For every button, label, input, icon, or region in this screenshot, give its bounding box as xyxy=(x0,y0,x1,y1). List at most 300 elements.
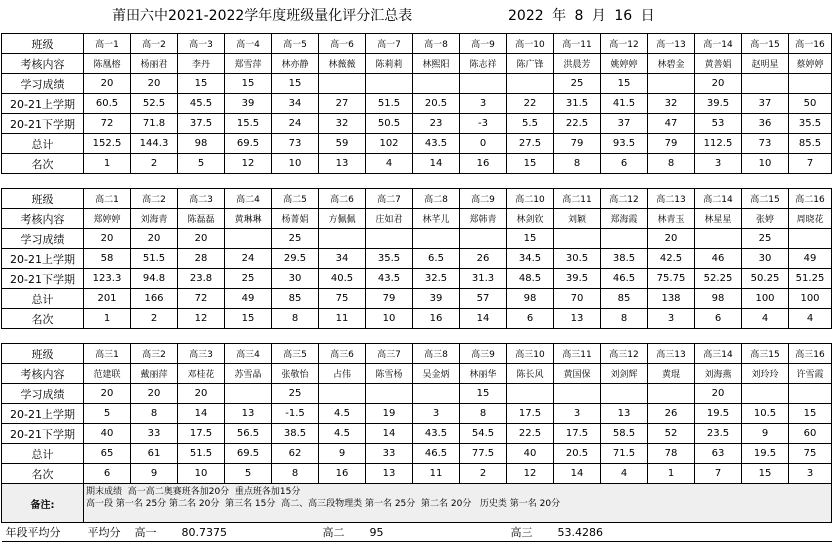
table-cell: 24 xyxy=(272,114,319,134)
table-cell: 高一8 xyxy=(413,34,460,54)
table-cell: 陈凰榕 xyxy=(84,54,131,74)
table-cell: 10 xyxy=(272,154,319,174)
average-row xyxy=(2,523,832,542)
table-cell: 5.5 xyxy=(507,114,554,134)
table-cell: 12 xyxy=(507,464,554,484)
empty-cell xyxy=(272,523,319,542)
table-cell: 8 xyxy=(601,309,648,329)
class-row xyxy=(2,34,832,54)
table-cell: 45.5 xyxy=(178,94,225,114)
table-cell: 10 xyxy=(742,154,789,174)
table-cell: 24 xyxy=(225,249,272,269)
table-cell: 40 xyxy=(507,444,554,464)
table-cell: 8 xyxy=(272,464,319,484)
table-cell: 53 xyxy=(695,114,742,134)
table-cell: 林星星 xyxy=(695,209,742,229)
table-cell: 6 xyxy=(695,309,742,329)
table-cell: 郑婷婷 xyxy=(84,209,131,229)
table-cell: 39.5 xyxy=(695,94,742,114)
table-cell: 许雪霞 xyxy=(789,364,832,384)
table-cell: 152.5 xyxy=(84,134,131,154)
study-row xyxy=(2,74,832,94)
table-cell: 102 xyxy=(366,134,413,154)
table-cell: 5 xyxy=(178,154,225,174)
table-cell xyxy=(554,229,601,249)
rank-row xyxy=(2,309,832,329)
table-cell: 4 xyxy=(742,309,789,329)
table-cell: 4 xyxy=(601,464,648,484)
table-cell: 25 xyxy=(272,229,319,249)
table-cell: 16 xyxy=(413,309,460,329)
table-cell xyxy=(366,384,413,404)
table-cell: 48.5 xyxy=(507,269,554,289)
table-cell: 高二16 xyxy=(789,189,832,209)
study-row xyxy=(2,229,832,249)
table-cell: 50.5 xyxy=(366,114,413,134)
table-cell: 林熙阳 xyxy=(413,54,460,74)
table-cell: 7 xyxy=(695,464,742,484)
table-cell: 32 xyxy=(319,114,366,134)
average-cell: 高一 xyxy=(131,523,178,542)
table-cell: 陈长风 xyxy=(507,364,554,384)
empty-cell xyxy=(648,523,832,542)
table-cell: 高三1 xyxy=(84,344,131,364)
table-cell: 94.8 xyxy=(131,269,178,289)
score-table xyxy=(1,33,832,542)
table-cell: 10 xyxy=(366,309,413,329)
table-cell: 5 xyxy=(84,404,131,424)
table-cell: 占伟 xyxy=(319,364,366,384)
term2-row xyxy=(2,269,832,289)
table-cell: 20 xyxy=(695,384,742,404)
table-cell: 张婷 xyxy=(742,209,789,229)
table-cell: 8 xyxy=(554,154,601,174)
table-cell: 144.3 xyxy=(131,134,178,154)
table-cell: 51.5 xyxy=(366,94,413,114)
table-cell: 高一5 xyxy=(272,34,319,54)
row-label: 名次 xyxy=(2,154,84,174)
table-cell: 27 xyxy=(319,94,366,114)
table-cell: 高二15 xyxy=(742,189,789,209)
class-row xyxy=(2,189,832,209)
table-cell: 高二8 xyxy=(413,189,460,209)
table-cell: 13 xyxy=(554,309,601,329)
row-label: 班级 xyxy=(2,344,84,364)
table-cell: 12 xyxy=(178,309,225,329)
table-cell: 高二4 xyxy=(225,189,272,209)
table-cell: 方佩佩 xyxy=(319,209,366,229)
term1-row xyxy=(2,94,832,114)
table-cell: 刘海青 xyxy=(131,209,178,229)
table-cell: 20 xyxy=(131,384,178,404)
table-cell: 15 xyxy=(507,229,554,249)
table-cell: 15 xyxy=(742,464,789,484)
table-cell: 高三7 xyxy=(366,344,413,364)
table-cell: 林碧金 xyxy=(648,54,695,74)
table-cell: 高三11 xyxy=(554,344,601,364)
row-label: 20-21上学期 xyxy=(2,249,84,269)
table-cell: 20.5 xyxy=(413,94,460,114)
table-cell: 杨丽君 xyxy=(131,54,178,74)
table-cell: 20 xyxy=(648,229,695,249)
table-cell: 2 xyxy=(460,464,507,484)
note-line: 期末成绩 高一高二奥赛班各加20分 重点班各加15分 xyxy=(86,487,301,497)
table-cell: 16 xyxy=(319,464,366,484)
note-row xyxy=(2,484,832,523)
table-cell: 高三9 xyxy=(460,344,507,364)
table-cell: 10.5 xyxy=(742,404,789,424)
table-cell: 林芊儿 xyxy=(413,209,460,229)
table-cell: 高二2 xyxy=(131,189,178,209)
table-cell: 34 xyxy=(272,94,319,114)
table-cell: 20 xyxy=(131,229,178,249)
table-cell: 高三3 xyxy=(178,344,225,364)
table-cell: 39.5 xyxy=(554,269,601,289)
table-cell: 39 xyxy=(413,289,460,309)
term2-row xyxy=(2,424,832,444)
table-cell: 6 xyxy=(84,464,131,484)
table-cell: 高一15 xyxy=(742,34,789,54)
table-cell xyxy=(742,384,789,404)
table-cell xyxy=(742,74,789,94)
table-cell: 高二11 xyxy=(554,189,601,209)
empty-cell xyxy=(460,523,507,542)
table-cell: 蔡婷婷 xyxy=(789,54,832,74)
table-cell: 46 xyxy=(695,249,742,269)
table-cell: 39 xyxy=(225,94,272,114)
table-cell: 33 xyxy=(131,424,178,444)
table-cell: 苏雪晶 xyxy=(225,364,272,384)
table-cell: 43.5 xyxy=(366,269,413,289)
average-cell: 平均分 xyxy=(84,523,131,542)
table-cell: 杨菁娟 xyxy=(272,209,319,229)
rank-row xyxy=(2,464,832,484)
table-cell: 46.5 xyxy=(413,444,460,464)
table-cell: 30 xyxy=(272,269,319,289)
table-cell: 高一2 xyxy=(131,34,178,54)
table-cell: 35.5 xyxy=(366,249,413,269)
table-cell: 79 xyxy=(554,134,601,154)
table-cell: 高三15 xyxy=(742,344,789,364)
table-cell: 20 xyxy=(695,74,742,94)
table-cell: 49 xyxy=(789,249,832,269)
table-cell: 63 xyxy=(695,444,742,464)
row-label: 总计 xyxy=(2,289,84,309)
table-cell: 刘海燕 xyxy=(695,364,742,384)
school-title: 莆田六中2021-2022学年度班级量化评分汇总表 xyxy=(112,8,413,24)
table-cell: 高二7 xyxy=(366,189,413,209)
table-cell: 8 xyxy=(460,404,507,424)
table-cell: 35.5 xyxy=(789,114,832,134)
row-label: 考核内容 xyxy=(2,209,84,229)
table-cell: 0 xyxy=(460,134,507,154)
table-cell: 71.8 xyxy=(131,114,178,134)
average-cell: 95 xyxy=(366,523,460,542)
row-label: 总计 xyxy=(2,134,84,154)
table-cell: 高二12 xyxy=(601,189,648,209)
table-cell: 8 xyxy=(648,154,695,174)
table-cell: 23.5 xyxy=(695,424,742,444)
table-cell: 陈志祥 xyxy=(460,54,507,74)
table-cell: 9 xyxy=(131,464,178,484)
table-cell: 61 xyxy=(131,444,178,464)
table-cell xyxy=(789,384,832,404)
rank-row xyxy=(2,154,832,174)
table-cell: 31.3 xyxy=(460,269,507,289)
table-cell: 40.5 xyxy=(319,269,366,289)
table-cell: 112.5 xyxy=(695,134,742,154)
table-cell: 3 xyxy=(460,94,507,114)
table-cell: 138 xyxy=(648,289,695,309)
table-cell: 陈广锋 xyxy=(507,54,554,74)
table-cell: 70 xyxy=(554,289,601,309)
table-cell: 黄国保 xyxy=(554,364,601,384)
table-cell: 31.5 xyxy=(554,94,601,114)
table-cell xyxy=(460,74,507,94)
table-cell: 高一6 xyxy=(319,34,366,54)
table-cell: 高二13 xyxy=(648,189,695,209)
table-cell: 高二14 xyxy=(695,189,742,209)
table-cell: 周晓花 xyxy=(789,209,832,229)
table-cell: 93.5 xyxy=(601,134,648,154)
table-cell: 71.5 xyxy=(601,444,648,464)
table-cell xyxy=(225,384,272,404)
table-cell: 高一10 xyxy=(507,34,554,54)
table-cell xyxy=(507,74,554,94)
table-cell: 陈莉莉 xyxy=(366,54,413,74)
table-cell xyxy=(366,74,413,94)
table-cell: 201 xyxy=(84,289,131,309)
row-label: 班级 xyxy=(2,34,84,54)
table-cell: 范建联 xyxy=(84,364,131,384)
table-cell: 高一16 xyxy=(789,34,832,54)
table-cell: 38.5 xyxy=(601,249,648,269)
table-cell: 高一11 xyxy=(554,34,601,54)
section-gap xyxy=(2,329,832,344)
table-cell: 5 xyxy=(225,464,272,484)
table-cell: 3 xyxy=(413,404,460,424)
table-cell: 3 xyxy=(695,154,742,174)
table-cell: 37 xyxy=(742,94,789,114)
table-cell: 166 xyxy=(131,289,178,309)
table-cell: 高一4 xyxy=(225,34,272,54)
table-cell: 6 xyxy=(507,309,554,329)
table-cell: 50.25 xyxy=(742,269,789,289)
table-cell: 19.5 xyxy=(695,404,742,424)
table-cell: 高三6 xyxy=(319,344,366,364)
table-cell: 65 xyxy=(84,444,131,464)
table-cell: 20 xyxy=(84,384,131,404)
table-cell: 51.25 xyxy=(789,269,832,289)
table-cell: 高二5 xyxy=(272,189,319,209)
table-cell: 77.5 xyxy=(460,444,507,464)
table-cell: 69.5 xyxy=(225,134,272,154)
row-label: 20-21下学期 xyxy=(2,269,84,289)
table-cell: 75 xyxy=(789,444,832,464)
section-gap xyxy=(2,174,832,189)
table-cell xyxy=(789,229,832,249)
table-cell: 1 xyxy=(648,464,695,484)
table-cell: 郑雪萍 xyxy=(225,54,272,74)
table-cell: 13 xyxy=(319,154,366,174)
table-cell: 高一3 xyxy=(178,34,225,54)
table-cell: 15 xyxy=(272,74,319,94)
table-cell: 黄善娟 xyxy=(695,54,742,74)
table-cell: 10 xyxy=(178,464,225,484)
table-cell: 33 xyxy=(366,444,413,464)
page-title xyxy=(0,0,800,33)
row-label: 20-21上学期 xyxy=(2,404,84,424)
table-cell xyxy=(460,229,507,249)
table-cell: 75.75 xyxy=(648,269,695,289)
row-label: 考核内容 xyxy=(2,364,84,384)
average-cell: 高二 xyxy=(319,523,366,542)
table-cell xyxy=(601,384,648,404)
table-cell: 19.5 xyxy=(742,444,789,464)
average-cell: 年段平均分 xyxy=(2,523,84,542)
table-cell: 22 xyxy=(507,94,554,114)
term1-row xyxy=(2,404,832,424)
table-cell: 40 xyxy=(84,424,131,444)
table-cell: 14 xyxy=(460,309,507,329)
table-cell: 3 xyxy=(648,309,695,329)
table-cell: 9 xyxy=(742,424,789,444)
table-cell: 黄琨 xyxy=(648,364,695,384)
table-cell: 7 xyxy=(789,154,832,174)
row-label: 学习成绩 xyxy=(2,74,84,94)
table-cell: 25 xyxy=(554,74,601,94)
table-cell: 26 xyxy=(460,249,507,269)
table-cell: 85.5 xyxy=(789,134,832,154)
table-cell: 20 xyxy=(178,384,225,404)
table-cell: 32.5 xyxy=(413,269,460,289)
table-cell: 庄如君 xyxy=(366,209,413,229)
table-cell: 高一7 xyxy=(366,34,413,54)
table-cell: 高二3 xyxy=(178,189,225,209)
table-cell xyxy=(648,74,695,94)
table-cell xyxy=(507,384,554,404)
table-cell: 52.5 xyxy=(131,94,178,114)
table-cell: 高三5 xyxy=(272,344,319,364)
table-cell: 15 xyxy=(225,309,272,329)
table-cell: 14 xyxy=(178,404,225,424)
table-cell: 47 xyxy=(648,114,695,134)
row-label: 20-21下学期 xyxy=(2,424,84,444)
table-cell: 98 xyxy=(695,289,742,309)
table-cell: 75 xyxy=(319,289,366,309)
table-cell: 98 xyxy=(178,134,225,154)
table-cell: 高三4 xyxy=(225,344,272,364)
table-cell: 4.5 xyxy=(319,424,366,444)
total-row xyxy=(2,134,832,154)
table-cell: 高三10 xyxy=(507,344,554,364)
total-row xyxy=(2,289,832,309)
note-line: 高一段 第一名 25分 第二名 20分 第三名 15分 高二、高三段物理类 第一名 25分 第二名 20分 历史类 第一名 20分 xyxy=(86,499,561,509)
table-cell: 8 xyxy=(272,309,319,329)
table-cell: 79 xyxy=(648,134,695,154)
table-cell: 85 xyxy=(272,289,319,309)
table-cell: 85 xyxy=(601,289,648,309)
study-row xyxy=(2,384,832,404)
table-cell: 高一1 xyxy=(84,34,131,54)
table-cell xyxy=(413,74,460,94)
table-cell: 32 xyxy=(648,94,695,114)
table-cell: 15.5 xyxy=(225,114,272,134)
table-cell: 林丽华 xyxy=(460,364,507,384)
table-cell: 73 xyxy=(742,134,789,154)
table-cell: 98 xyxy=(507,289,554,309)
table-cell: 高二9 xyxy=(460,189,507,209)
table-cell: 高一14 xyxy=(695,34,742,54)
table-cell: 25 xyxy=(272,384,319,404)
table-cell: 26 xyxy=(648,404,695,424)
table-cell: 79 xyxy=(366,289,413,309)
table-cell: 36 xyxy=(742,114,789,134)
table-cell: 张敬怡 xyxy=(272,364,319,384)
table-cell: 郑韩青 xyxy=(460,209,507,229)
row-label: 班级 xyxy=(2,189,84,209)
table-cell: 林亦静 xyxy=(272,54,319,74)
table-cell: 59 xyxy=(319,134,366,154)
table-cell: 高一13 xyxy=(648,34,695,54)
table-cell: 14 xyxy=(366,424,413,444)
row-label: 名次 xyxy=(2,464,84,484)
table-cell: 15 xyxy=(225,74,272,94)
table-cell: 刘颖 xyxy=(554,209,601,229)
teacher-row xyxy=(2,364,832,384)
table-cell: 100 xyxy=(789,289,832,309)
table-cell: 11 xyxy=(319,309,366,329)
table-cell: 30.5 xyxy=(554,249,601,269)
table-cell: 41.5 xyxy=(601,94,648,114)
table-cell: 3 xyxy=(789,464,832,484)
table-cell xyxy=(413,229,460,249)
table-cell: 4.5 xyxy=(319,404,366,424)
table-cell: 57 xyxy=(460,289,507,309)
table-cell: 高三16 xyxy=(789,344,832,364)
table-cell: 60 xyxy=(789,424,832,444)
table-cell: 6 xyxy=(601,154,648,174)
table-cell: 34 xyxy=(319,249,366,269)
table-cell xyxy=(319,74,366,94)
table-cell: 72 xyxy=(84,114,131,134)
table-cell: 73 xyxy=(272,134,319,154)
table-cell: 13 xyxy=(225,404,272,424)
total-row xyxy=(2,444,832,464)
table-cell: 16 xyxy=(460,154,507,174)
report-date: 2022 年 8 月 16 日 xyxy=(508,8,655,24)
table-cell: 高三2 xyxy=(131,344,178,364)
table-cell: 陈雪杨 xyxy=(366,364,413,384)
table-cell: 17.5 xyxy=(178,424,225,444)
table-cell: 15 xyxy=(507,154,554,174)
table-cell: 62 xyxy=(272,444,319,464)
table-cell: 78 xyxy=(648,444,695,464)
table-cell: 58.5 xyxy=(601,424,648,444)
table-cell: 9 xyxy=(319,444,366,464)
table-cell: 46.5 xyxy=(601,269,648,289)
table-cell: 27.5 xyxy=(507,134,554,154)
table-cell: 2 xyxy=(131,309,178,329)
table-cell: 高三13 xyxy=(648,344,695,364)
table-cell: 黄琳琳 xyxy=(225,209,272,229)
table-cell: 李丹 xyxy=(178,54,225,74)
table-cell: 赵明星 xyxy=(742,54,789,74)
table-cell: 11 xyxy=(413,464,460,484)
table-cell: 58 xyxy=(84,249,131,269)
table-cell: 20 xyxy=(84,229,131,249)
average-cell: 高三 xyxy=(507,523,554,542)
